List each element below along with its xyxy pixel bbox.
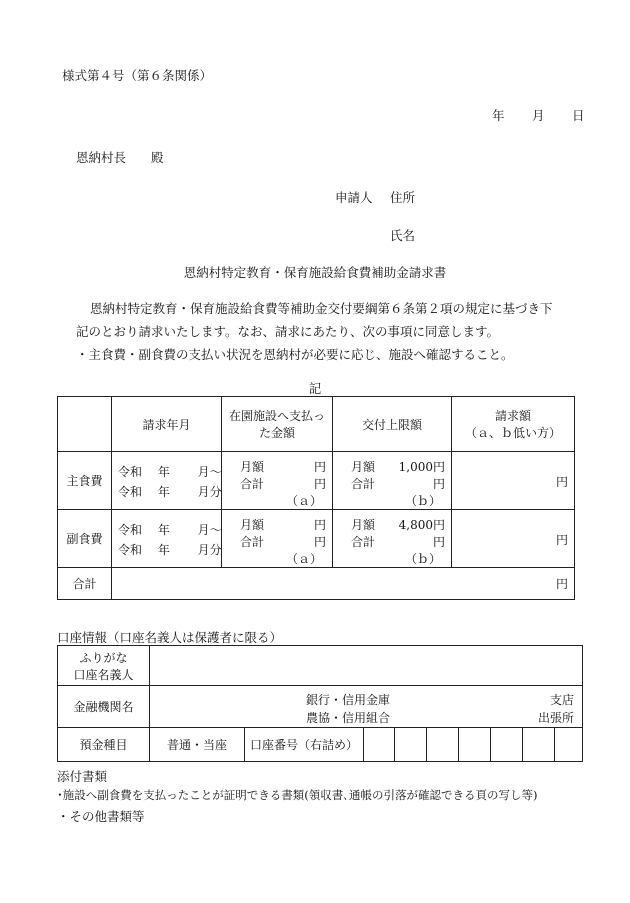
row-limit — [333, 452, 452, 510]
claim-yen: 円 — [555, 533, 568, 547]
total-label: 合計 — [240, 477, 265, 491]
period-from: 令和 年 月～ — [118, 523, 222, 537]
applicant-label: 申請人 — [335, 190, 373, 205]
deposit-row — [58, 728, 583, 762]
holder-name-field[interactable] — [150, 646, 583, 686]
total-row-label: 合計 — [58, 568, 112, 600]
bank-field[interactable] — [150, 686, 583, 728]
limit-total-label: 合計 — [351, 535, 376, 549]
header-paid-line-1: 在園施設へ支払っ — [228, 409, 325, 423]
account-digit[interactable] — [459, 728, 491, 762]
mark-b: （ｂ） — [404, 494, 441, 508]
account-digit[interactable] — [555, 728, 583, 762]
claim-table-header-row — [58, 397, 575, 452]
header-paid-line-2: た金額 — [258, 426, 295, 440]
row-limit — [333, 510, 452, 568]
header-limit: 交付上限額 — [333, 397, 452, 452]
total-yen: 円 — [313, 477, 326, 491]
bank-label: 金融機関名 — [58, 686, 150, 728]
header-period: 請求年月 — [112, 397, 222, 452]
limit-monthly-label: 月額 — [351, 460, 376, 474]
body-line-3: ・主食費・副食費の支払い状況を恩納村が必要に応じ、施設へ確認すること。 — [76, 347, 514, 362]
period-to: 令和 年 月分 — [118, 485, 222, 499]
account-heading: 口座情報（口座名義人は保護者に限る） — [57, 630, 283, 645]
row-claim — [452, 452, 575, 510]
header-paid — [222, 397, 333, 452]
mark-a: （ａ） — [285, 494, 322, 508]
limit-total-yen: 円 — [432, 477, 445, 491]
attachments-heading: 添付書類 — [57, 769, 108, 784]
bank-type-2: 農協・信用組合 — [306, 711, 391, 725]
date-year: 年 — [492, 108, 505, 123]
date-month: 月 — [532, 108, 545, 123]
row-paid — [222, 452, 333, 510]
limit-amount: 1,000円 — [398, 460, 445, 474]
holder-label — [58, 646, 150, 686]
claim-table — [57, 396, 575, 600]
attachment-item-1: ･施設へ副食費を支払ったことが証明できる書類(領収書､通帳の引落が確認できる頁の写し等) — [57, 788, 538, 802]
holder-name-label: 口座名義人 — [73, 667, 134, 682]
document-title: 恩納村特定教育・保育施設給食費補助金請求書 — [183, 265, 447, 280]
total-row — [58, 568, 575, 600]
row-period — [112, 510, 222, 568]
bank-row — [58, 686, 583, 728]
mark-a: （ａ） — [285, 552, 322, 566]
row-label: 副食費 — [58, 510, 112, 568]
row-claim — [452, 510, 575, 568]
table-row — [58, 510, 575, 568]
account-table — [57, 645, 583, 762]
row-period — [112, 452, 222, 510]
period-to: 令和 年 月分 — [118, 543, 222, 557]
monthly-yen: 円 — [313, 518, 326, 532]
deposit-label: 預金種目 — [58, 728, 150, 762]
monthly-label: 月額 — [240, 460, 265, 474]
table-row — [58, 452, 575, 510]
body-line-2: 記のとおり請求いたします。なお、請求にあたり、次の事項に同意します。 — [76, 324, 500, 339]
account-holder-row — [58, 646, 583, 686]
deposit-type: 普通・当座 — [150, 728, 245, 762]
limit-total-label: 合計 — [351, 477, 376, 491]
total-label: 合計 — [240, 535, 265, 549]
total-row-yen: 円 — [112, 568, 575, 600]
claim-yen: 円 — [555, 475, 568, 489]
furigana-label: ふりがな — [79, 650, 128, 665]
date-day: 日 — [572, 108, 585, 123]
applicant-address-label: 住所 — [390, 190, 416, 205]
header-claim-line-2: （ａ、ｂ低い方） — [464, 426, 561, 440]
bank-type-1: 銀行・信用金庫 — [306, 693, 391, 707]
limit-monthly-label: 月額 — [351, 518, 376, 532]
row-paid — [222, 510, 333, 568]
branch-2: 出張所 — [537, 711, 574, 725]
form-number: 様式第４号（第６条関係） — [62, 68, 213, 83]
addressee: 恩納村長 殿 — [76, 150, 164, 165]
ki-label: 記 — [308, 381, 322, 396]
account-digit[interactable] — [491, 728, 523, 762]
applicant-name-label: 氏名 — [390, 228, 416, 243]
branch-1: 支店 — [549, 693, 574, 707]
mark-b: （ｂ） — [404, 552, 441, 566]
row-label: 主食費 — [58, 452, 112, 510]
account-number-label: 口座番号（右詰め） — [245, 728, 364, 762]
attachment-item-2: ・その他書類等 — [57, 809, 145, 824]
limit-amount: 4,800円 — [398, 518, 445, 532]
account-digit[interactable] — [395, 728, 427, 762]
period-from: 令和 年 月～ — [118, 465, 222, 479]
header-claim-line-1: 請求額 — [494, 409, 531, 423]
limit-total-yen: 円 — [432, 535, 445, 549]
account-digit[interactable] — [364, 728, 395, 762]
monthly-label: 月額 — [240, 518, 265, 532]
account-digit[interactable] — [523, 728, 555, 762]
header-claim — [452, 397, 575, 452]
body-line-1: 恩納村特定教育・保育施設給食費等補助金交付要綱第６条第２項の規定に基づき下 — [90, 301, 553, 316]
total-yen: 円 — [313, 535, 326, 549]
account-digit[interactable] — [427, 728, 459, 762]
monthly-yen: 円 — [313, 460, 326, 474]
